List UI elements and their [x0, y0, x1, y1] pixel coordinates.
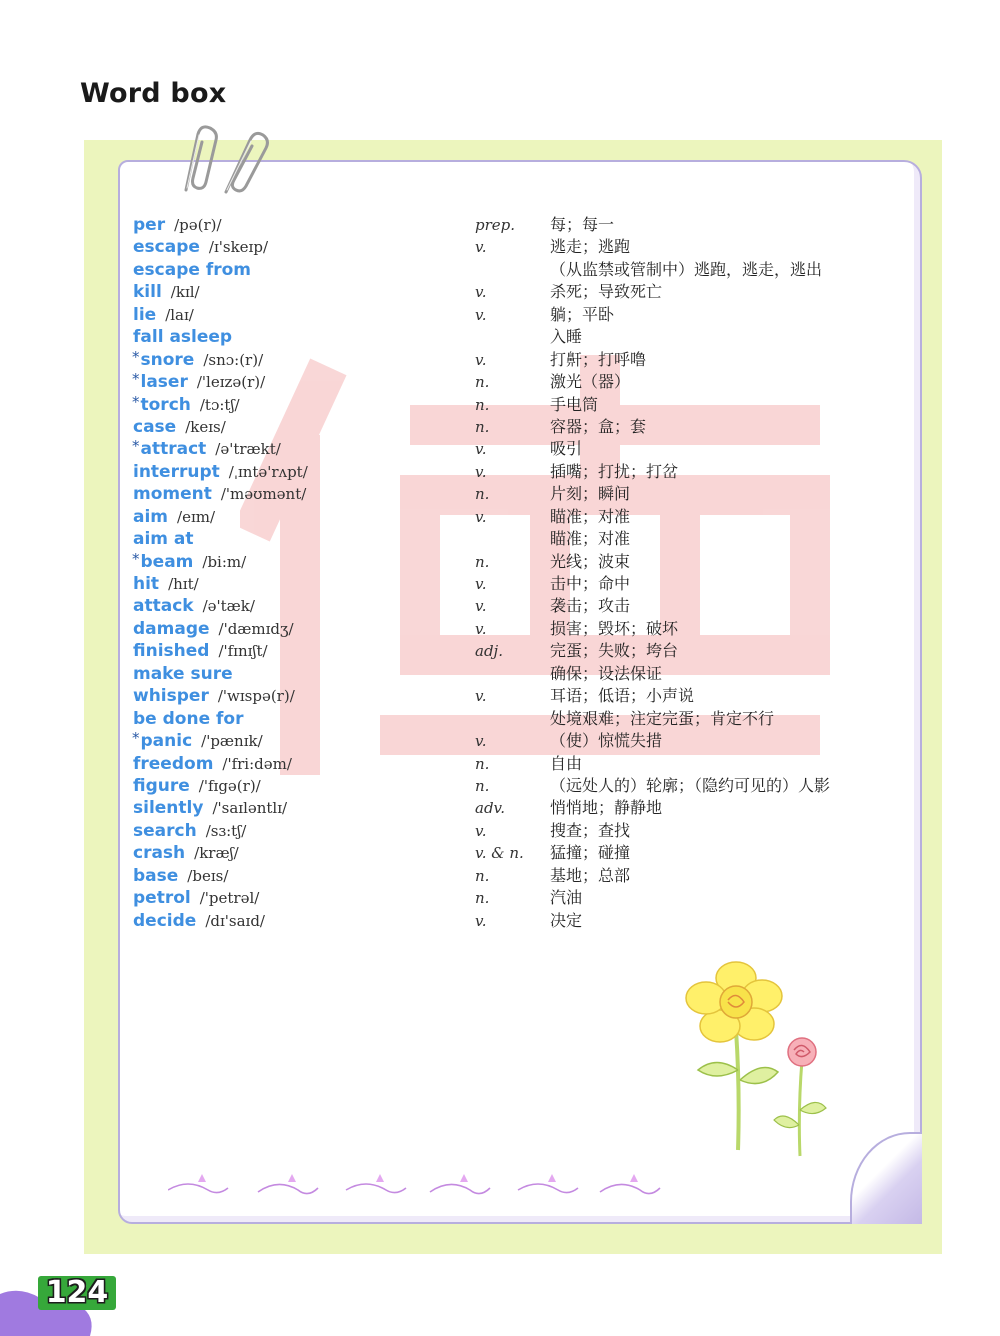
word-part-of-speech: v. — [475, 687, 487, 706]
word-star-marker: * — [132, 347, 140, 366]
word-english — [132, 573, 199, 595]
word-part-of-speech: v. — [475, 507, 487, 526]
word-part-of-speech: n. — [475, 754, 490, 773]
word-part-of-speech: n. — [475, 776, 490, 795]
word-phonetic: /sɜ:tʃ/ — [205, 821, 247, 840]
word-meaning: （远处人的）轮廓；（隐约可见的）人影 — [550, 775, 831, 795]
word-headword: whisper — [133, 686, 209, 707]
word-entry — [132, 259, 912, 281]
word-headword: finished — [133, 641, 210, 662]
word-phonetic: /bi:m/ — [202, 552, 247, 571]
word-english — [132, 663, 242, 685]
word-meaning: 手电筒 — [550, 394, 599, 414]
word-part-of-speech: v. — [475, 440, 487, 459]
word-headword: figure — [133, 775, 190, 796]
word-meaning: 容器；盒；套 — [550, 416, 647, 436]
word-entry — [132, 438, 912, 460]
word-phonetic: /snɔ:(r)/ — [203, 350, 264, 369]
word-headword: be done for — [133, 708, 244, 729]
word-meaning: 决定 — [550, 910, 583, 930]
word-english — [132, 236, 268, 258]
word-star-marker: * — [132, 729, 140, 748]
word-english — [132, 708, 252, 730]
word-phonetic: /'wɪspə(r)/ — [217, 687, 295, 706]
word-meaning: 躺；平卧 — [550, 304, 615, 324]
word-english — [132, 483, 306, 505]
word-meaning: （使）惊慌失措 — [550, 731, 663, 751]
word-headword: laser — [140, 372, 188, 393]
word-english — [132, 281, 200, 303]
word-english — [132, 865, 228, 887]
word-entry — [132, 618, 912, 640]
page-number-badge — [38, 1276, 116, 1310]
word-star-marker: * — [132, 437, 140, 456]
word-entry — [132, 461, 912, 483]
word-meaning: 吸引 — [550, 439, 583, 459]
word-headword: attract — [140, 439, 207, 460]
word-entry — [132, 371, 912, 393]
word-star-marker: * — [132, 549, 140, 568]
word-english — [132, 640, 268, 662]
word-part-of-speech: v. — [475, 732, 487, 751]
word-headword: aim — [133, 506, 169, 527]
word-entry — [132, 820, 912, 842]
word-headword: torch — [140, 394, 191, 415]
word-english — [132, 371, 265, 393]
word-english — [132, 551, 246, 573]
word-headword: silently — [133, 798, 204, 819]
word-phonetic: /kɪl/ — [170, 283, 200, 302]
word-phonetic: /keɪs/ — [185, 417, 226, 436]
word-entry — [132, 887, 912, 909]
word-english — [132, 214, 222, 236]
word-part-of-speech: n. — [475, 552, 490, 571]
word-part-of-speech: v. — [475, 619, 487, 638]
word-entry — [132, 685, 912, 707]
word-phonetic: /ˌɪntə'rʌpt/ — [228, 462, 308, 481]
word-phonetic: /'petrəl/ — [199, 889, 260, 908]
word-entry — [132, 775, 912, 797]
word-part-of-speech: v. — [475, 283, 487, 302]
word-headword: damage — [133, 618, 210, 639]
word-list — [132, 214, 912, 932]
word-meaning: 入睡 — [550, 327, 583, 347]
word-headword: decide — [133, 910, 197, 931]
word-english — [132, 910, 265, 932]
word-phonetic: /ə'tæk/ — [202, 597, 255, 616]
word-entry — [132, 730, 912, 752]
word-part-of-speech: v. — [475, 575, 487, 593]
word-phonetic: /kræʃ/ — [194, 844, 239, 863]
word-headword: fall asleep — [133, 327, 233, 348]
word-headword: kill — [133, 282, 162, 303]
word-entry — [132, 708, 912, 730]
word-meaning: 杀死；导致死亡 — [550, 282, 663, 302]
word-phonetic: /'saɪləntlɪ/ — [212, 799, 288, 818]
word-part-of-speech: adv. — [475, 799, 506, 818]
word-part-of-speech: v. — [475, 597, 487, 616]
word-english — [132, 416, 226, 438]
word-meaning: 搜查；查找 — [550, 820, 631, 840]
word-english — [132, 349, 263, 371]
word-english — [132, 595, 255, 617]
word-entry — [132, 910, 912, 932]
word-entry — [132, 236, 912, 258]
word-meaning: 袭击；攻击 — [550, 596, 631, 616]
word-headword: freedom — [133, 753, 214, 774]
word-part-of-speech: n. — [475, 889, 490, 908]
word-part-of-speech: n. — [475, 417, 490, 436]
word-headword: panic — [140, 731, 193, 752]
word-english — [132, 618, 294, 640]
word-part-of-speech: v. — [475, 238, 487, 257]
word-english — [132, 730, 263, 752]
word-english — [132, 259, 260, 281]
word-entry — [132, 416, 912, 438]
word-english — [132, 326, 241, 348]
word-english — [132, 304, 194, 326]
word-headword: beam — [140, 551, 194, 572]
word-meaning: 基地；总部 — [550, 865, 631, 885]
word-meaning: 插嘴；打扰；打岔 — [550, 461, 679, 481]
flower-icon — [676, 960, 846, 1160]
word-entry — [132, 304, 912, 326]
word-meaning: 激光（器） — [550, 372, 631, 392]
word-phonetic: /laɪ/ — [165, 305, 194, 324]
word-english — [132, 797, 287, 819]
word-headword: aim at — [133, 529, 194, 550]
word-part-of-speech: prep. — [475, 216, 516, 234]
word-entry — [132, 281, 912, 303]
floral-border-ornament — [168, 1170, 688, 1204]
word-star-marker: * — [132, 392, 140, 411]
word-meaning: （从监禁或管制中）逃跑，逃走，逃出 — [550, 259, 823, 279]
word-meaning: 打鼾；打呼噜 — [550, 349, 647, 369]
word-part-of-speech: v. — [475, 305, 487, 324]
word-meaning: 处境艰难；注定完蛋；肯定不行 — [550, 708, 775, 728]
page-number: 124 — [45, 1275, 109, 1310]
word-english — [132, 820, 246, 842]
word-part-of-speech: n. — [475, 485, 490, 504]
word-entry — [132, 595, 912, 617]
word-entry — [132, 349, 912, 371]
word-part-of-speech: adj. — [475, 642, 503, 661]
word-entry — [132, 865, 912, 887]
word-phonetic: /'pænɪk/ — [201, 732, 263, 751]
word-headword: per — [133, 215, 166, 235]
word-headword: escape — [133, 237, 200, 258]
word-meaning: 瞄准；对准 — [550, 506, 631, 526]
page-curl — [850, 1132, 922, 1224]
word-entry — [132, 394, 912, 416]
word-meaning: 每；每一 — [550, 215, 615, 234]
word-phonetic: /'fɪnɪʃt/ — [218, 642, 268, 661]
word-phonetic: /'dæmɪdʒ/ — [218, 619, 294, 638]
word-part-of-speech: v. — [475, 911, 487, 930]
word-meaning: 自由 — [550, 753, 583, 773]
word-english — [132, 394, 240, 416]
word-part-of-speech: n. — [475, 395, 490, 414]
word-headword: hit — [133, 574, 160, 594]
word-headword: petrol — [133, 888, 191, 909]
word-part-of-speech: v. & n. — [475, 844, 524, 863]
word-phonetic: /'fri:dəm/ — [222, 754, 292, 773]
word-phonetic: /eɪm/ — [177, 507, 216, 526]
word-headword: base — [133, 865, 179, 886]
word-part-of-speech: v. — [475, 350, 487, 369]
word-english — [132, 438, 281, 460]
word-headword: escape from — [133, 259, 251, 280]
word-headword: make sure — [133, 663, 233, 684]
word-english — [132, 887, 259, 909]
word-entry — [132, 506, 912, 528]
word-meaning: 损害；毁坏；破坏 — [550, 618, 679, 638]
word-entry — [132, 842, 912, 864]
word-entry — [132, 753, 912, 775]
word-phonetic: /dɪ'saɪd/ — [205, 911, 265, 930]
word-part-of-speech: n. — [475, 866, 490, 885]
word-meaning: 光线；波束 — [550, 551, 631, 571]
word-part-of-speech: v. — [475, 462, 487, 481]
word-entry — [132, 214, 912, 236]
word-headword: lie — [133, 304, 157, 325]
paper-clip-icon — [168, 120, 278, 200]
word-entry — [132, 483, 912, 505]
word-entry — [132, 326, 912, 348]
word-english — [132, 775, 261, 797]
word-entry — [132, 640, 912, 662]
word-star-marker: * — [132, 370, 140, 389]
word-phonetic: /pə(r)/ — [174, 216, 222, 234]
word-meaning: 击中；命中 — [550, 574, 631, 593]
word-english — [132, 528, 203, 550]
word-meaning: 悄悄地；静静地 — [550, 798, 663, 818]
word-entry — [132, 573, 912, 595]
word-headword: case — [133, 416, 177, 437]
word-english — [132, 506, 215, 528]
word-part-of-speech: n. — [475, 373, 490, 392]
word-headword: interrupt — [133, 461, 220, 482]
word-meaning: 确保；设法保证 — [550, 663, 663, 683]
page-title: Word box — [80, 78, 227, 109]
word-part-of-speech: v. — [475, 821, 487, 840]
word-meaning: 逃走；逃跑 — [550, 237, 631, 257]
word-phonetic: /ɪ'skeɪp/ — [208, 238, 268, 257]
word-entry — [132, 528, 912, 550]
word-meaning: 片刻；瞬间 — [550, 484, 631, 504]
word-phonetic: /'məʊmənt/ — [220, 485, 307, 504]
word-entry — [132, 797, 912, 819]
word-meaning: 猛撞；碰撞 — [550, 843, 631, 863]
word-english — [132, 685, 295, 707]
word-meaning: 瞄准；对准 — [550, 529, 631, 549]
word-meaning: 完蛋；失败；垮台 — [550, 641, 679, 661]
word-entry — [132, 663, 912, 685]
word-headword: snore — [140, 349, 195, 370]
word-meaning: 耳语；低语；小声说 — [550, 686, 695, 706]
word-phonetic: /'fɪgə(r)/ — [198, 776, 261, 795]
word-phonetic: /tɔ:tʃ/ — [199, 395, 240, 414]
word-phonetic: /hɪt/ — [168, 575, 199, 593]
word-english — [132, 461, 308, 483]
word-headword: search — [133, 820, 197, 841]
word-headword: moment — [133, 484, 212, 505]
word-headword: crash — [133, 843, 186, 864]
word-entry — [132, 551, 912, 573]
word-headword: attack — [133, 596, 194, 617]
word-meaning: 汽油 — [550, 888, 583, 908]
word-phonetic: /ə'trækt/ — [215, 440, 281, 459]
word-phonetic: /'leɪzə(r)/ — [196, 373, 266, 392]
word-english — [132, 842, 239, 864]
word-english — [132, 753, 292, 775]
word-phonetic: /beɪs/ — [187, 866, 229, 885]
